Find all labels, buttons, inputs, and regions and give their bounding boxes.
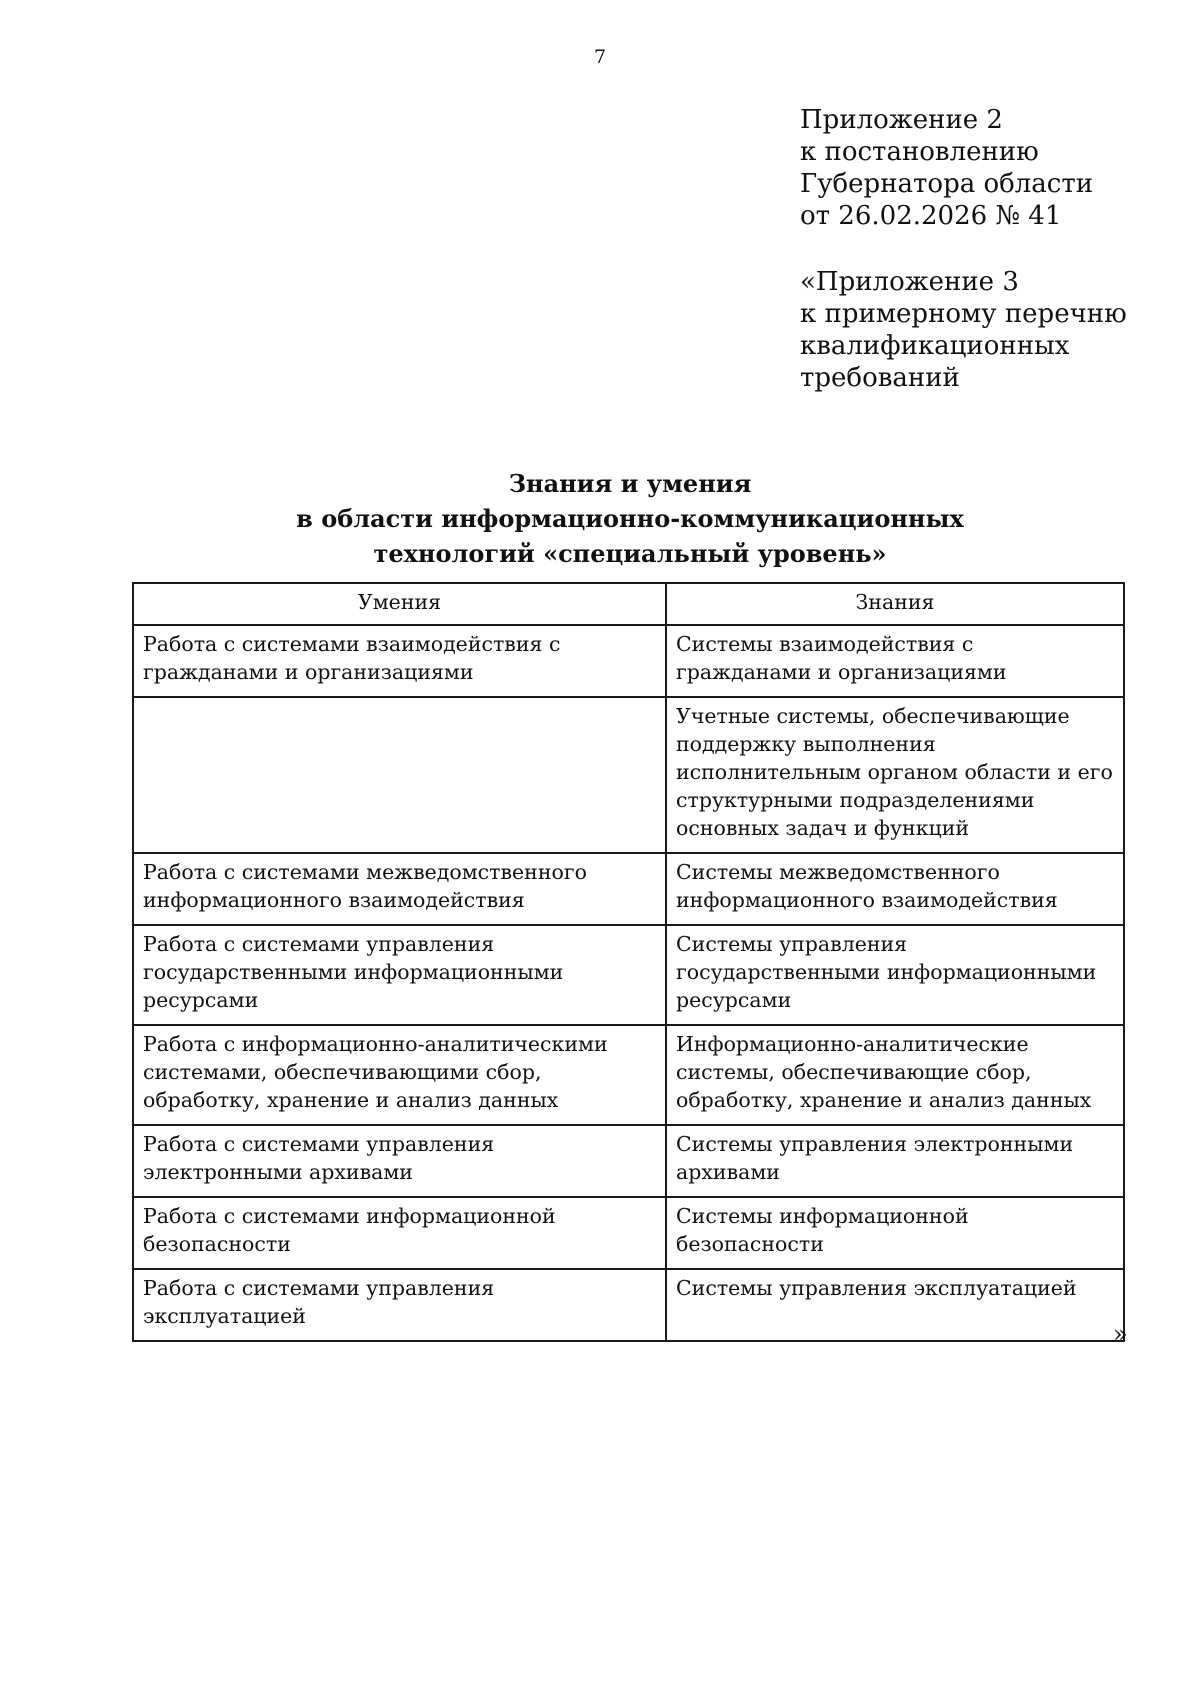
knowledge-cell: Системы управления государственными информационными ресурсами: [666, 925, 1124, 1025]
title-line: технологий «специальный уровень»: [373, 539, 887, 568]
skill-cell: Работа с системами взаимодействия с гражданами и организациями: [133, 625, 666, 697]
table-row: [133, 1197, 1124, 1269]
appendix-line: Приложение 2: [800, 105, 1003, 135]
skill-cell: Работа с системами межведомственного информационного взаимодействия: [133, 853, 666, 925]
reference-line: квалификационных: [800, 331, 1070, 361]
skill-cell: Работа с системами управления электронными архивами: [133, 1125, 666, 1197]
appendix-header: [800, 104, 1093, 232]
skill-cell: Работа с системами управления эксплуатацией: [133, 1269, 666, 1341]
knowledge-cell: Системы управления эксплуатацией: [666, 1269, 1124, 1341]
appendix-line: Губернатора области: [800, 169, 1094, 199]
skill-cell: Работа с системами информационной безопасности: [133, 1197, 666, 1269]
skill-cell: Работа с информационно-аналитическими системами, обеспечивающими сбор, обработку, хранение и анализ данных: [133, 1025, 666, 1125]
table-header-row: [133, 583, 1124, 625]
reference-header: [800, 266, 1127, 394]
knowledge-cell: Системы межведомственного информационного взаимодействия: [666, 853, 1124, 925]
title-line: Знания и умения: [508, 469, 752, 498]
table-row: [133, 625, 1124, 697]
appendix-line: от 26.02.2026 № 41: [800, 201, 1062, 231]
reference-line: требований: [800, 363, 960, 393]
table-row: [133, 925, 1124, 1025]
table-row: [133, 1125, 1124, 1197]
appendix-line: к постановлению: [800, 137, 1039, 167]
knowledge-cell: Системы управления электронными архивами: [666, 1125, 1124, 1197]
column-header-knowledge: Знания: [666, 583, 1124, 625]
knowledge-cell: Системы информационной безопасности: [666, 1197, 1124, 1269]
table-row: [133, 697, 1124, 853]
skill-cell: [133, 697, 666, 853]
knowledge-cell: Системы взаимодействия с гражданами и организациями: [666, 625, 1124, 697]
requirements-table: [132, 582, 1125, 1342]
table-row: [133, 1269, 1124, 1341]
document-title: [0, 466, 1200, 571]
table-row: [133, 853, 1124, 925]
table-row: [133, 1025, 1124, 1125]
page-number: 7: [593, 46, 607, 68]
closing-quote: »: [1113, 1320, 1128, 1348]
reference-line: к примерному перечню: [800, 299, 1127, 329]
skill-cell: Работа с системами управления государственными информационными ресурсами: [133, 925, 666, 1025]
knowledge-cell: Информационно-аналитические системы, обеспечивающие сбор, обработку, хранение и анализ данных: [666, 1025, 1124, 1125]
reference-line: «Приложение 3: [800, 267, 1019, 297]
title-line: в области информационно-коммуникационных: [296, 504, 964, 533]
knowledge-cell: Учетные системы, обеспечивающие поддержку выполнения исполнительным органом области и его структурными подразделениями основных задач и функций: [666, 697, 1124, 853]
column-header-skills: Умения: [133, 583, 666, 625]
